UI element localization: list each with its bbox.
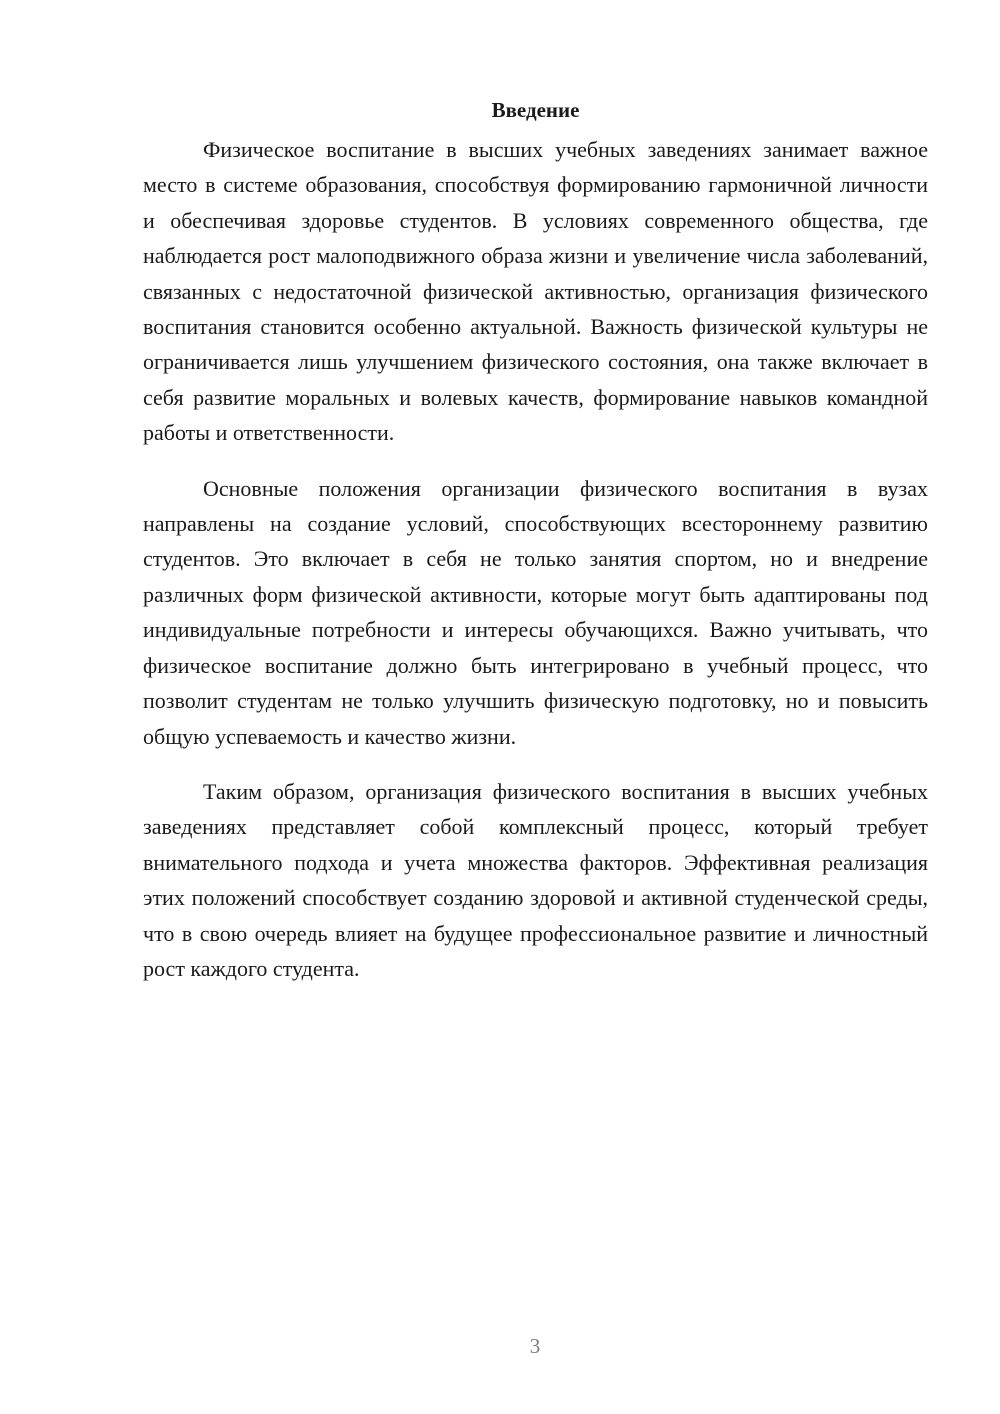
paragraph-3: Таким образом, организация физического воспитания в высших учебных заведениях представляет собой комплексный процесс, который требует внимательного подхода и учета множества факторов. Эффективная реализация этих положений способствует созданию здоровой и активной студенческой среды, что в свою очередь влияет на будущее профессиональное развитие и личностный рост каждого студента. (143, 778, 928, 981)
paragraph-2: Основные положения организации физического воспитания в вузах направлены на создание условий, способствующих всестороннему развитию студентов. Это включает в себя не только занятия спортом, но и внедрение различных форм физической активности, которые могут быть адаптированы под индивидуальные потребности и интересы обучающихся. Важно учитывать, что физическое воспитание должно быть интегрировано в учебный процесс, что позволит студентам не только улучшить физическую подготовку, но и повысить общую успеваемость и качество жизни. (143, 475, 928, 749)
paragraph-1: Физическое воспитание в высших учебных заведениях занимает важное место в системе образования, способствуя формированию гармоничной личности и обеспечивая здоровье студентов. В условиях современного общества, где наблюдается рост малоподвижного образа жизни и увеличение числа заболеваний, связанных с недостаточной физической активностью, организация физического воспитания становится особенно актуальной. Важность физической культуры не ограничивается лишь улучшением физического состояния, она также включает в себя развитие моральных и волевых качеств, формирование навыков командной работы и ответственности. (143, 137, 928, 446)
document-page (143, 92, 928, 986)
section-heading: Введение (491, 98, 580, 122)
page-number: 3 (529, 1334, 541, 1358)
